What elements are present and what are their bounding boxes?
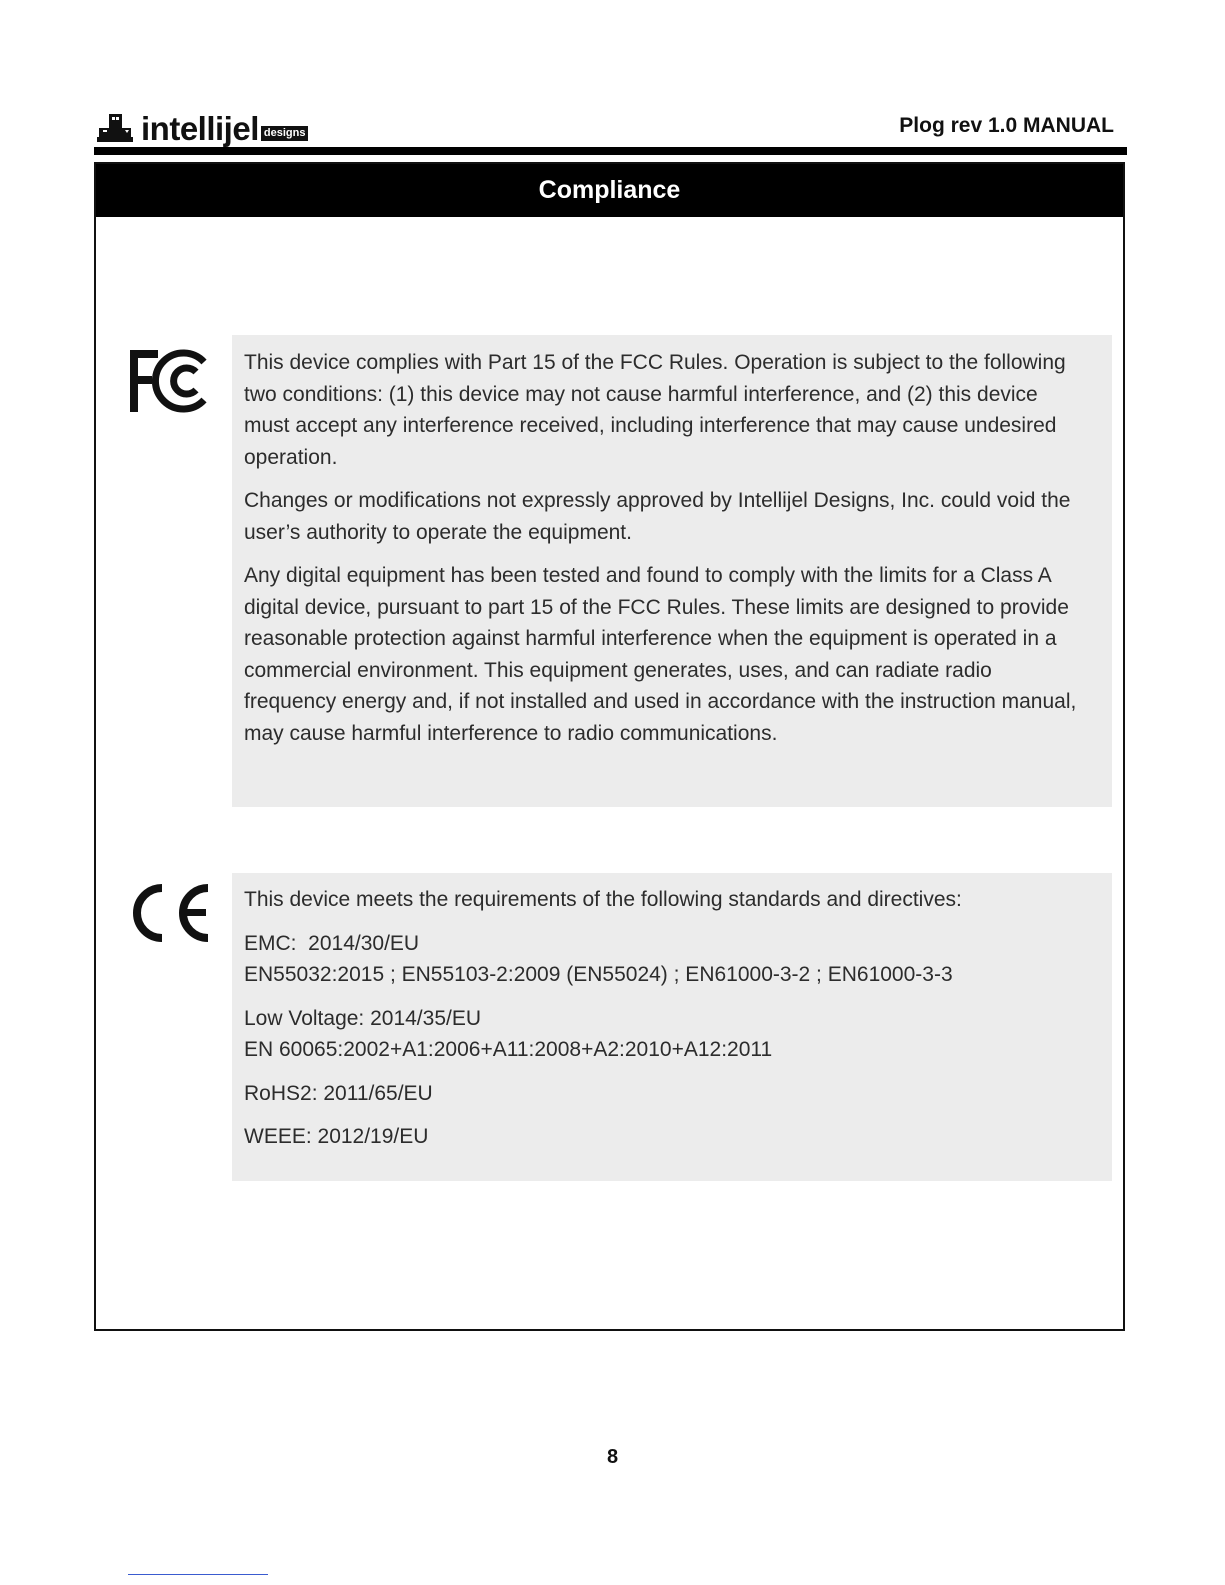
ce-low-voltage bbox=[244, 1003, 1088, 1066]
section-title: Compliance bbox=[96, 164, 1123, 217]
ce-emc-directive: EMC: 2014/30/EU bbox=[244, 931, 420, 955]
ce-lv-standards: EN 60065:2002+A1:2006+A11:2008+A2:2010+A12:2011 bbox=[244, 1038, 773, 1061]
logo-wordmark: intellijel bbox=[141, 109, 259, 147]
page-number: 8 bbox=[606, 1446, 619, 1468]
document-title: Plog rev 1.0 MANUAL bbox=[899, 114, 1114, 137]
footer-divider bbox=[128, 1574, 268, 1575]
fcc-logo-icon bbox=[128, 348, 210, 419]
ce-weee: WEEE: 2012/19/EU bbox=[244, 1125, 429, 1148]
ce-notice bbox=[232, 873, 1112, 1181]
intellijel-logo bbox=[95, 108, 308, 148]
fcc-paragraph: This device complies with Part 15 of the FCC Rules. Operation is subject to the following two conditions: (1) this device may not cause harmful interference, and (2) this device must accept any interference received, including interference that may cause undesired operation. bbox=[244, 351, 1066, 469]
logo-tag: designs bbox=[261, 126, 309, 141]
page-header bbox=[95, 108, 1120, 148]
fcc-notice bbox=[232, 335, 1112, 807]
intellijel-mascot-icon bbox=[95, 112, 135, 144]
header-divider bbox=[94, 147, 1127, 155]
ce-rohs: RoHS2: 2011/65/EU bbox=[244, 1081, 433, 1105]
ce-lv-directive: Low Voltage: 2014/35/EU bbox=[244, 1006, 482, 1030]
ce-emc-standards: EN55032:2015 ; EN55103-2:2009 (EN55024) ; EN61000-3-2 ; EN61000-3-3 bbox=[244, 963, 953, 986]
ce-emc bbox=[244, 928, 1088, 991]
compliance-frame bbox=[94, 162, 1125, 1331]
fcc-paragraph: Any digital equipment has been tested and found to comply with the limits for a Class A digital device, pursuant to part 15 of the FCC Rules. These limits are designed to provide reasonable protection against harmful interference when the equipment is operated in a commercial environment. This equipment generates, uses, and can radiate radio frequency energy and, if not installed and used in accordance with the instruction manual, may cause harmful interference to radio communications. bbox=[244, 564, 1077, 745]
ce-mark-icon bbox=[126, 882, 214, 949]
fcc-paragraph: Changes or modifications not expressly approved by Intellijel Designs, Inc. could void the user’s authority to operate the equipment. bbox=[244, 489, 1071, 544]
ce-intro: This device meets the requirements of the following standards and directives: bbox=[244, 888, 962, 911]
